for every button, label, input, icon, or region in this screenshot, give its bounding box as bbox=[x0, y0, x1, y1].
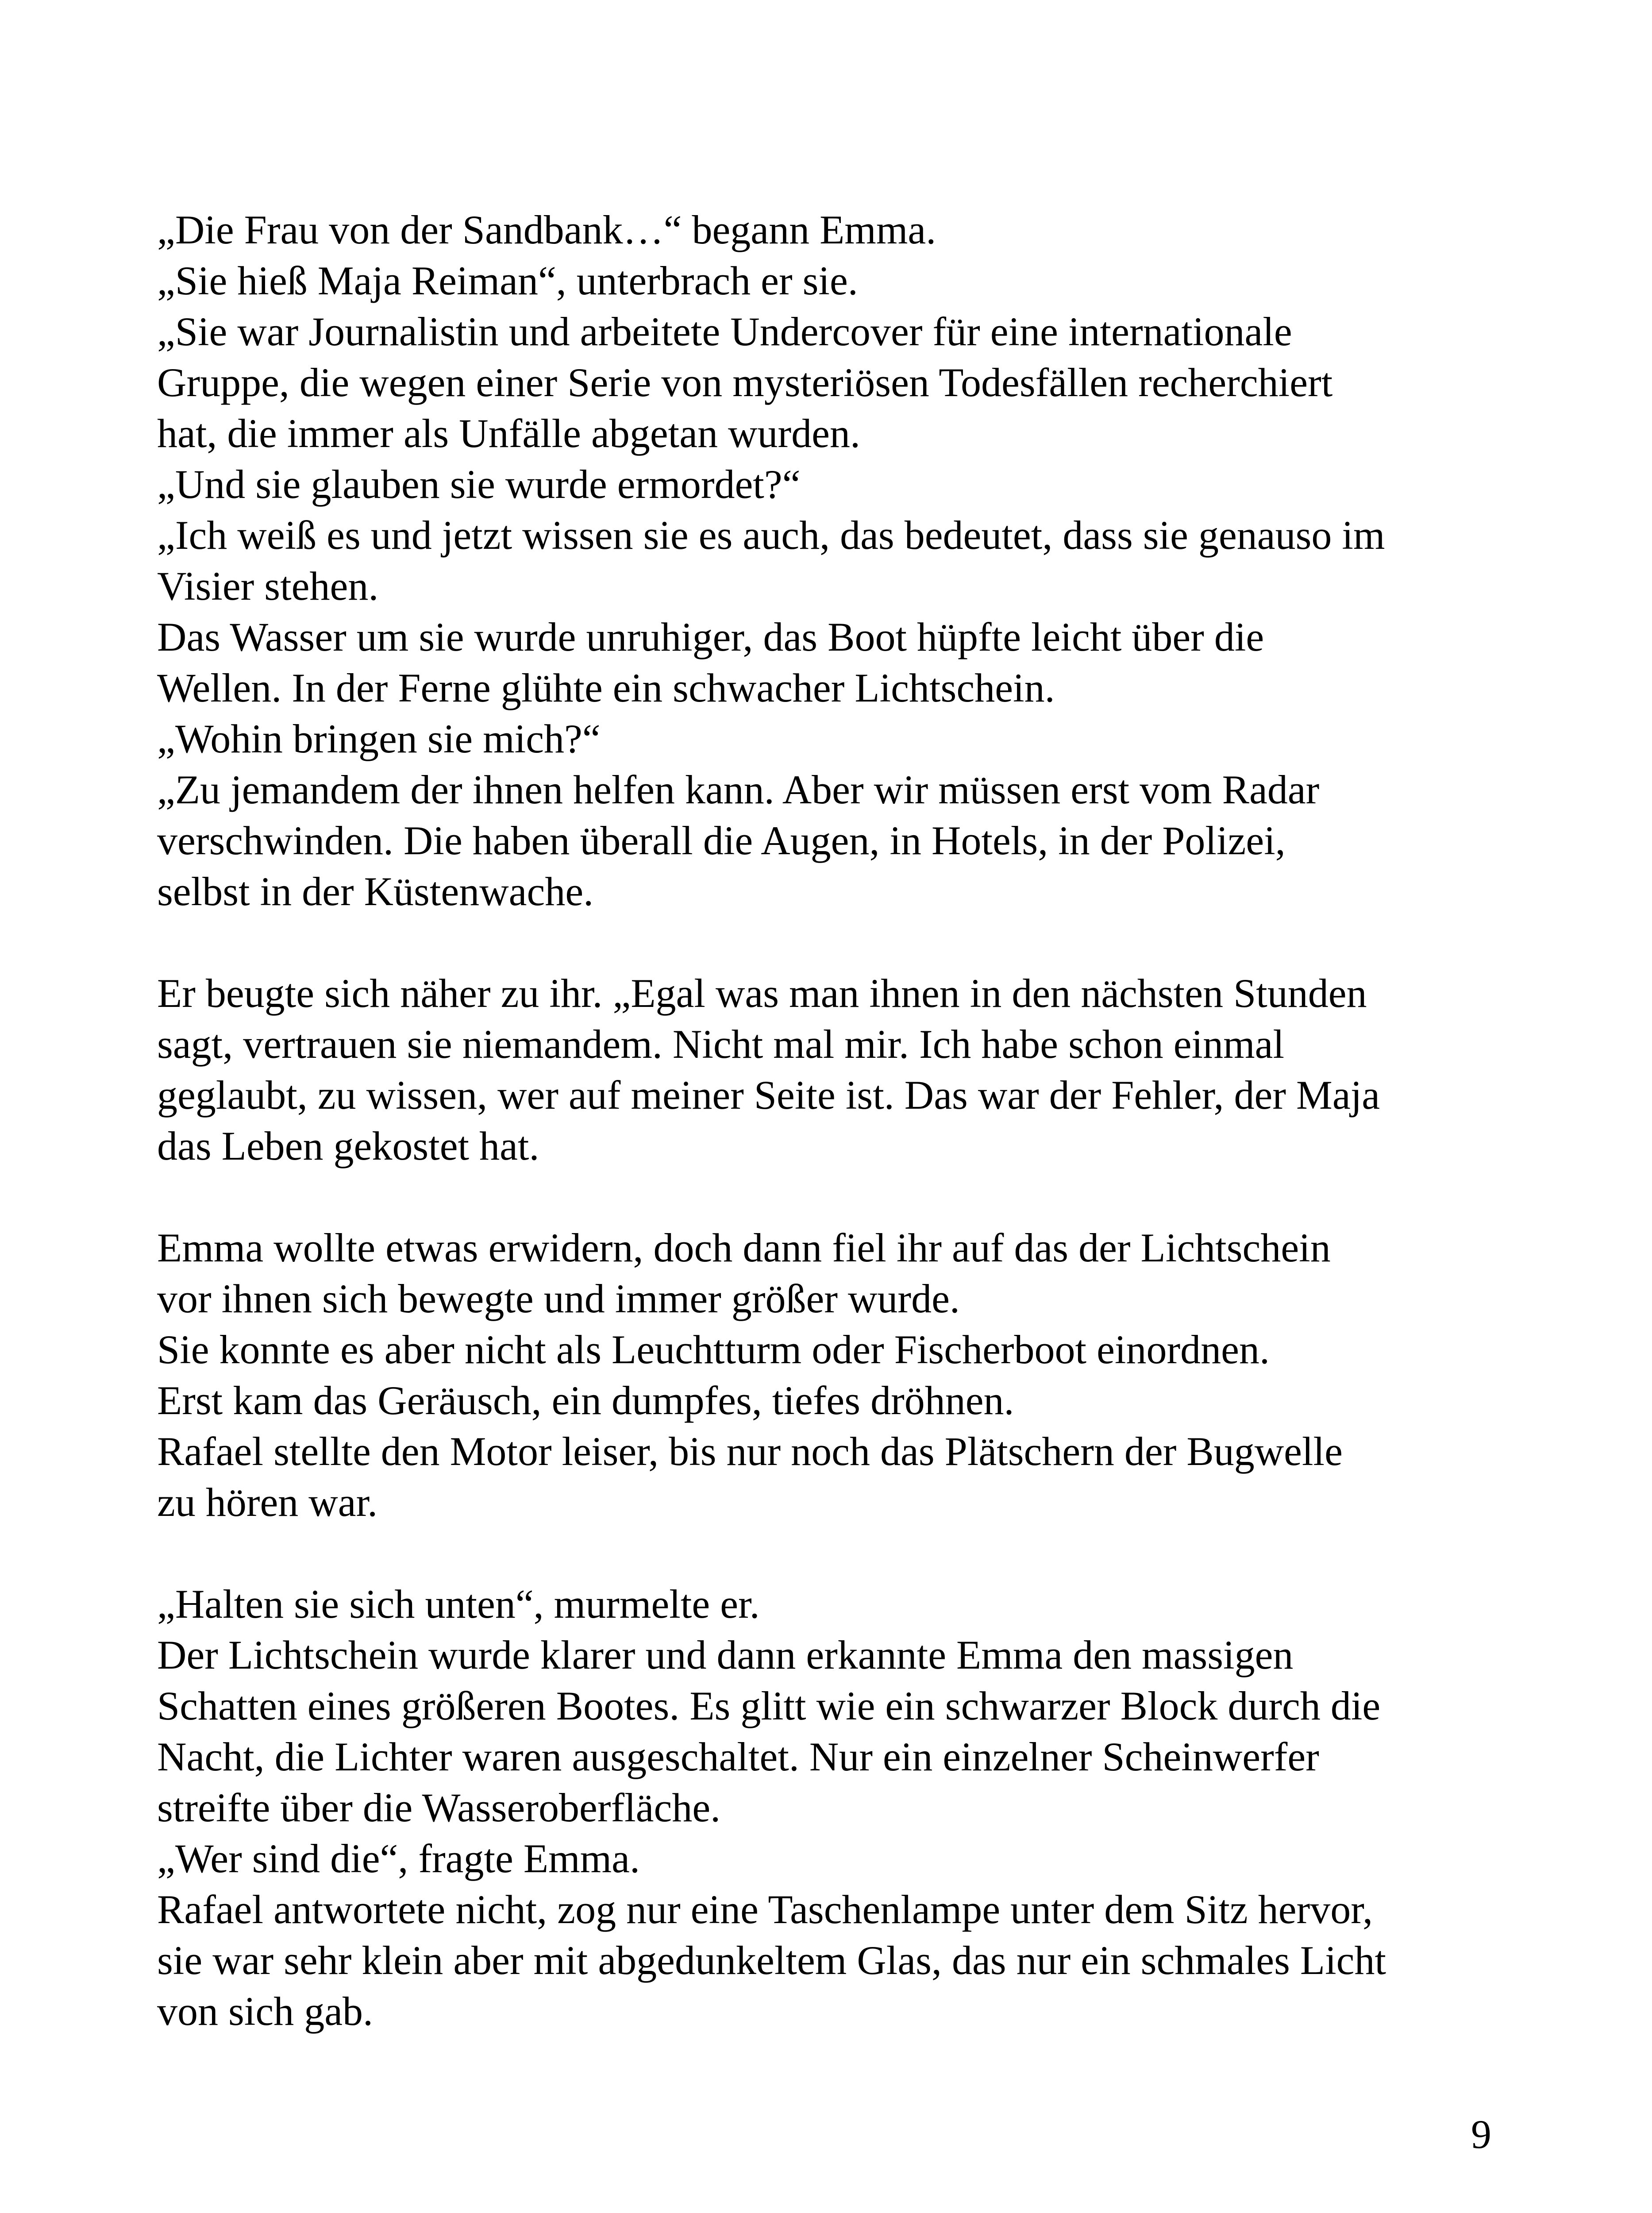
text-line: streifte über die Wasseroberfläche. bbox=[157, 1785, 721, 1830]
text-line: „Und sie glauben sie wurde ermordet?“ bbox=[157, 462, 801, 507]
text-line: Rafael stellte den Motor leiser, bis nur noch das Plätschern der Bugwelle bbox=[157, 1429, 1343, 1474]
text-line: selbst in der Küstenwache. bbox=[157, 869, 594, 914]
text-line: Er beugte sich näher zu ihr. „Egal was man ihnen in den nächsten Stunden bbox=[157, 971, 1367, 1016]
text-line: „Wer sind die“, fragte Emma. bbox=[157, 1836, 640, 1881]
text-line: „Die Frau von der Sandbank…“ begann Emma. bbox=[157, 207, 936, 252]
text-line: Gruppe, die wegen einer Serie von mysteriösen Todesfällen recherchiert bbox=[157, 360, 1333, 405]
text-line: zu hören war. bbox=[157, 1480, 378, 1525]
text-line: „Wohin bringen sie mich?“ bbox=[157, 716, 601, 761]
text-line: „Halten sie sich unten“, murmelte er. bbox=[157, 1581, 760, 1627]
text-line: Visier stehen. bbox=[157, 563, 379, 609]
text-line: „Zu jemandem der ihnen helfen kann. Aber wir müssen erst vom Radar bbox=[157, 767, 1320, 812]
text-line: hat, die immer als Unfälle abgetan wurden. bbox=[157, 411, 860, 456]
paragraph-gap bbox=[157, 917, 1511, 968]
text-line: Der Lichtschein wurde klarer und dann erkannte Emma den massigen bbox=[157, 1632, 1294, 1677]
text-line: „Sie hieß Maja Reiman“, unterbrach er sie. bbox=[157, 258, 858, 303]
body-text bbox=[157, 204, 1511, 2037]
text-line: verschwinden. Die haben überall die Augen, in Hotels, in der Polizei, bbox=[157, 818, 1286, 863]
text-line: „Sie war Journalistin und arbeitete Undercover für eine internationale bbox=[157, 309, 1292, 354]
text-line: vor ihnen sich bewegte und immer größer wurde. bbox=[157, 1276, 960, 1321]
text-line: „Ich weiß es und jetzt wissen sie es auch, das bedeutet, dass sie genauso im bbox=[157, 513, 1385, 558]
text-line: Emma wollte etwas erwidern, doch dann fiel ihr auf das der Lichtschein bbox=[157, 1225, 1331, 1270]
text-line: Rafael antwortete nicht, zog nur eine Taschenlampe unter dem Sitz hervor, bbox=[157, 1887, 1373, 1932]
text-line: sagt, vertrauen sie niemandem. Nicht mal mir. Ich habe schon einmal bbox=[157, 1022, 1285, 1067]
text-line: Nacht, die Lichter waren ausgeschaltet. Nur ein einzelner Scheinwerfer bbox=[157, 1734, 1319, 1779]
paragraph-gap bbox=[157, 1528, 1511, 1579]
text-line: sie war sehr klein aber mit abgedunkeltem Glas, das nur ein schmales Licht bbox=[157, 1938, 1386, 1983]
text-line: Wellen. In der Ferne glühte ein schwacher Lichtschein. bbox=[157, 665, 1055, 710]
text-line: Sie konnte es aber nicht als Leuchtturm oder Fischerboot einordnen. bbox=[157, 1327, 1270, 1372]
text-line: das Leben gekostet hat. bbox=[157, 1123, 539, 1168]
text-line: von sich gab. bbox=[157, 1989, 374, 2034]
text-line: Das Wasser um sie wurde unruhiger, das Boot hüpfte leicht über die bbox=[157, 614, 1264, 659]
text-line: Schatten eines größeren Bootes. Es glitt wie ein schwarzer Block durch die bbox=[157, 1683, 1381, 1728]
text-line: Erst kam das Geräusch, ein dumpfes, tiefes dröhnen. bbox=[157, 1378, 1014, 1423]
text-line: geglaubt, zu wissen, wer auf meiner Seite ist. Das war der Fehler, der Maja bbox=[157, 1072, 1380, 1118]
paragraph-gap bbox=[157, 1172, 1511, 1222]
page-number: 9 bbox=[1471, 2112, 1491, 2157]
